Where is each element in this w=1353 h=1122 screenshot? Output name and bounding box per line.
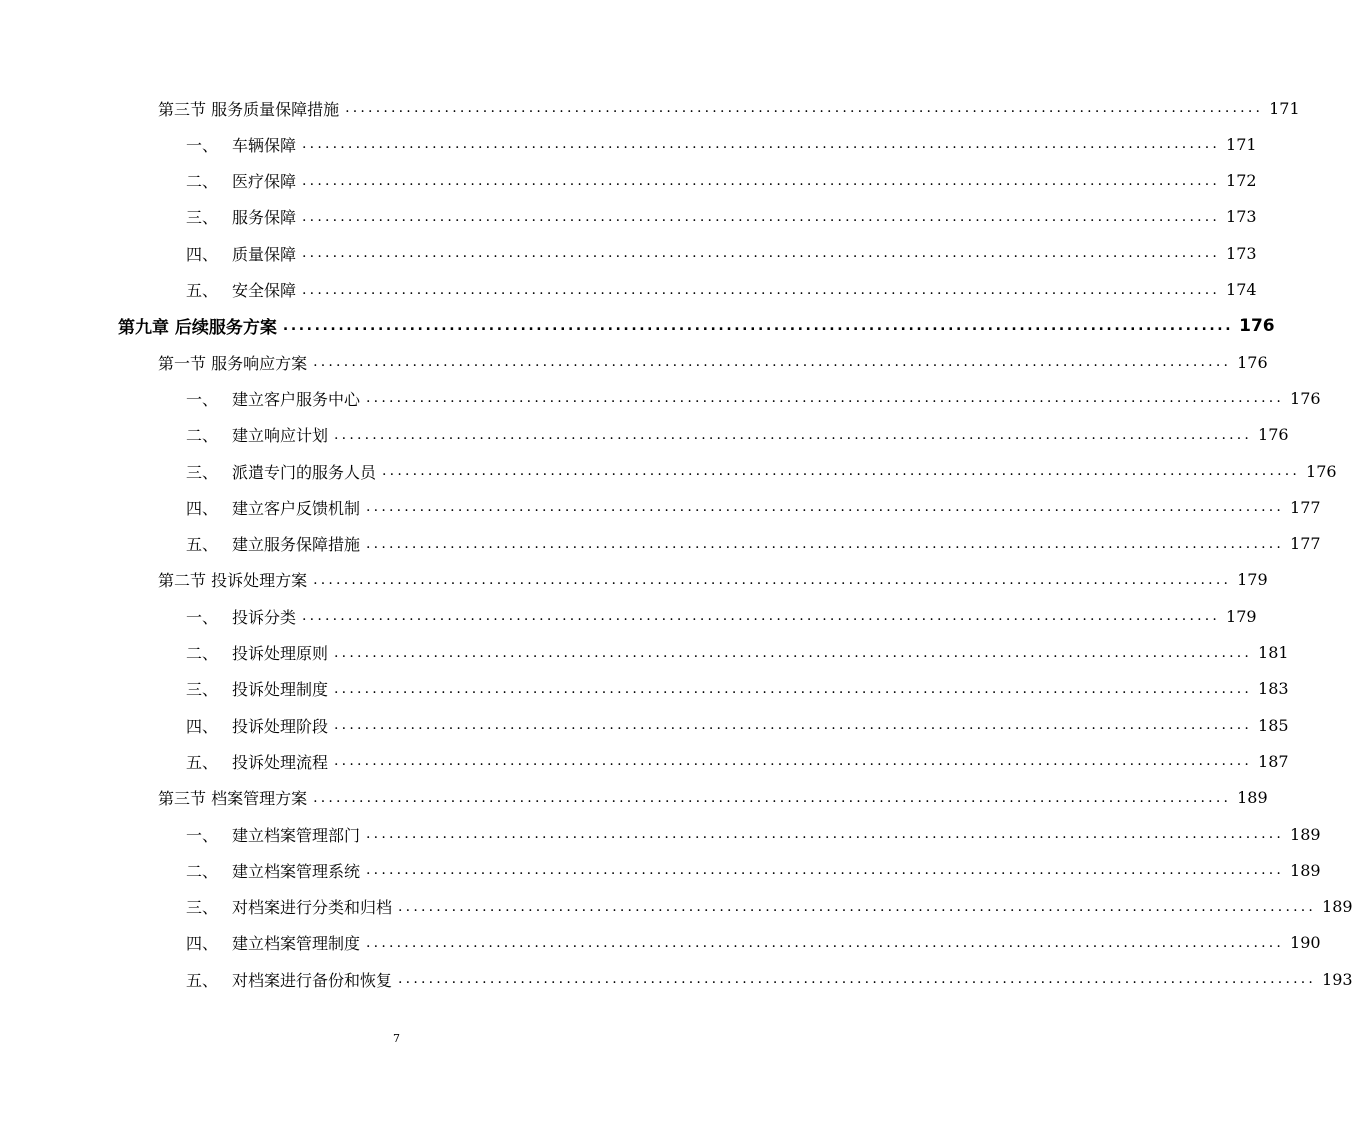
toc-entry-page: 176: [1237, 352, 1268, 372]
toc-entry-item[interactable]: [186, 743, 1289, 779]
toc-entry-number: 五、: [186, 752, 219, 772]
toc-entry-title: 质量保障: [232, 244, 297, 264]
toc-entry-number: 一、: [186, 135, 219, 155]
toc-entry-item[interactable]: [186, 852, 1321, 888]
toc-dot-leader: ........................................................................................................................: [302, 136, 1221, 153]
toc-entry-item[interactable]: [186, 671, 1289, 707]
toc-entry-title: 建立档案管理部门: [232, 825, 361, 845]
toc-dot-leader: ........................................................................................................................: [313, 789, 1232, 806]
toc-entry-number: 三、: [186, 462, 219, 482]
toc-entry-section[interactable]: [158, 90, 1300, 126]
toc-entry-page: 176: [1290, 388, 1321, 408]
toc-entry-number: 三、: [186, 208, 219, 228]
toc-entry-page: 181: [1258, 643, 1289, 662]
toc-entry-page: 187: [1258, 751, 1289, 771]
toc-dot-leader: ........................................................................................................................: [334, 717, 1253, 734]
toc-entry-number: 五、: [186, 281, 219, 300]
toc-entry-page: 171: [1226, 134, 1257, 154]
toc-entry-title: 投诉处理制度: [232, 680, 329, 700]
toc-dot-leader: ........................................................................................................................: [302, 608, 1221, 625]
toc-entry-number: 四、: [186, 934, 219, 954]
toc-entry-title: 对档案进行备份和恢复: [232, 970, 393, 990]
toc-dot-leader: ........................................................................................................................: [313, 354, 1232, 371]
toc-entry-page: 176: [1239, 315, 1275, 336]
toc-entry-item[interactable]: [186, 635, 1289, 671]
toc-entry-title: 第九章 后续服务方案: [118, 318, 277, 339]
toc-entry-item[interactable]: [186, 889, 1353, 925]
toc-entry-title: 建立服务保障措施: [232, 535, 361, 555]
toc-entry-page: 189: [1322, 897, 1353, 917]
toc-entry-title: 建立客户服务中心: [232, 389, 361, 409]
toc-entry-number: 四、: [186, 716, 219, 736]
toc-entry-title: 建立档案管理制度: [232, 934, 361, 954]
toc-entry-title: 投诉分类: [232, 607, 297, 627]
toc-entry-item[interactable]: [186, 816, 1321, 852]
toc-entry-item[interactable]: [186, 163, 1257, 199]
toc-entry-number: 四、: [186, 498, 219, 518]
toc-entry-page: 179: [1226, 606, 1257, 626]
toc-entry-number: 一、: [186, 389, 219, 409]
toc-entry-title: 投诉处理流程: [232, 752, 329, 772]
toc-entry-title: 第一节 服务响应方案: [158, 353, 308, 373]
toc-entry-title: 医疗保障: [232, 172, 297, 192]
toc-entry-number: 二、: [186, 172, 219, 192]
toc-entry-page: 185: [1258, 715, 1289, 735]
toc-entry-item[interactable]: [186, 380, 1321, 416]
toc-entry-title: 派遣专门的服务人员: [232, 462, 377, 482]
toc-dot-leader: ........................................................................................................................: [313, 571, 1232, 588]
toc-entry-number: 四、: [186, 244, 219, 264]
toc-dot-leader: ........................................................................................................................: [334, 753, 1253, 770]
toc-entry-title: 建立响应计划: [232, 426, 329, 446]
toc-entry-title: 车辆保障: [232, 135, 297, 155]
toc-dot-leader: ........................................................................................................................: [398, 898, 1317, 915]
toc-entry-page: 189: [1290, 824, 1321, 844]
toc-entry-item[interactable]: [186, 235, 1257, 271]
toc-entry-page: 190: [1290, 933, 1321, 953]
toc-entry-title: 对档案进行分类和归档: [232, 898, 393, 918]
toc-entry-title: 第二节 投诉处理方案: [158, 571, 308, 591]
toc-entry-number: 二、: [186, 644, 219, 663]
toc-entry-number: 二、: [186, 426, 219, 446]
toc-entry-number: 五、: [186, 970, 219, 990]
toc-entry-number: 二、: [186, 861, 219, 881]
toc-entry-page: 173: [1226, 207, 1257, 227]
toc-entry-item[interactable]: [186, 707, 1289, 743]
toc-entry-section[interactable]: [158, 344, 1268, 380]
toc-entry-item[interactable]: [186, 961, 1353, 997]
page-number: 7: [393, 1032, 400, 1045]
toc-dot-leader: ........................................................................................................................: [366, 934, 1285, 951]
toc-dot-leader: ........................................................................................................................: [302, 172, 1221, 189]
toc-entry-item[interactable]: [186, 598, 1257, 634]
toc-entry-number: 三、: [186, 898, 219, 918]
toc-entry-title: 第三节 档案管理方案: [158, 789, 308, 809]
toc-dot-leader: ........................................................................................................................: [282, 317, 1234, 334]
toc-dot-leader: ........................................................................................................................: [366, 499, 1285, 516]
toc-entry-item[interactable]: [186, 453, 1337, 489]
toc-entry-item[interactable]: [186, 199, 1257, 235]
toc-entry-number: 五、: [186, 535, 219, 555]
toc-entry-page: 171: [1269, 98, 1300, 118]
toc-entry-item[interactable]: [186, 272, 1257, 308]
toc-entry-title: 建立档案管理系统: [232, 861, 361, 881]
toc-dot-leader: ........................................................................................................................: [334, 680, 1253, 697]
toc-entry-title: 第三节 服务质量保障措施: [158, 99, 340, 119]
toc-entry-title: 服务保障: [232, 208, 297, 228]
toc-entry-page: 177: [1290, 534, 1321, 554]
toc-dot-leader: ........................................................................................................................: [366, 390, 1285, 407]
toc-dot-leader: ........................................................................................................................: [334, 426, 1253, 443]
toc-entry-item[interactable]: [186, 489, 1321, 525]
toc-entry-section[interactable]: [158, 562, 1268, 598]
toc-dot-leader: ........................................................................................................................: [302, 281, 1221, 298]
toc-entry-page: 177: [1290, 497, 1321, 517]
toc-entry-item[interactable]: [186, 417, 1289, 453]
toc-entry-page: 173: [1226, 243, 1257, 263]
toc-entry-page: 193: [1322, 969, 1353, 989]
toc-entry-item[interactable]: [186, 925, 1321, 961]
toc-entry-page: 179: [1237, 570, 1268, 590]
toc-entry-chapter[interactable]: [118, 308, 1275, 344]
toc-dot-leader: ........................................................................................................................: [366, 535, 1285, 552]
toc-entry-number: 一、: [186, 825, 219, 845]
toc-dot-leader: ........................................................................................................................: [366, 862, 1285, 879]
toc-dot-leader: ........................................................................................................................: [398, 971, 1317, 988]
toc-entry-section[interactable]: [158, 780, 1268, 816]
toc-dot-leader: ........................................................................................................................: [302, 245, 1221, 262]
toc-entry-page: 189: [1290, 860, 1321, 880]
toc-entry-item[interactable]: [186, 526, 1321, 562]
toc-dot-leader: ........................................................................................................................: [334, 644, 1253, 661]
toc-entry-page: 176: [1258, 425, 1289, 445]
toc-entry-title: 安全保障: [232, 281, 297, 300]
toc-entry-page: 189: [1237, 788, 1268, 808]
toc-entry-page: 172: [1226, 171, 1257, 191]
toc-entry-item[interactable]: [186, 126, 1257, 162]
toc-entry-number: 三、: [186, 680, 219, 700]
toc-entry-title: 投诉处理阶段: [232, 716, 329, 736]
toc-dot-leader: ........................................................................................................................: [366, 826, 1285, 842]
toc-dot-leader: ........................................................................................................................: [302, 208, 1221, 225]
toc-entry-page: 183: [1258, 679, 1289, 699]
toc-entry-title: 建立客户反馈机制: [232, 498, 361, 518]
toc-entry-title: 投诉处理原则: [232, 644, 329, 663]
toc-entry-page: 176: [1306, 461, 1337, 481]
toc-dot-leader: ........................................................................................................................: [382, 463, 1301, 479]
toc-dot-leader: ........................................................................................................................: [345, 100, 1264, 116]
toc-entry-page: 174: [1226, 280, 1257, 299]
toc-entry-number: 一、: [186, 607, 219, 627]
